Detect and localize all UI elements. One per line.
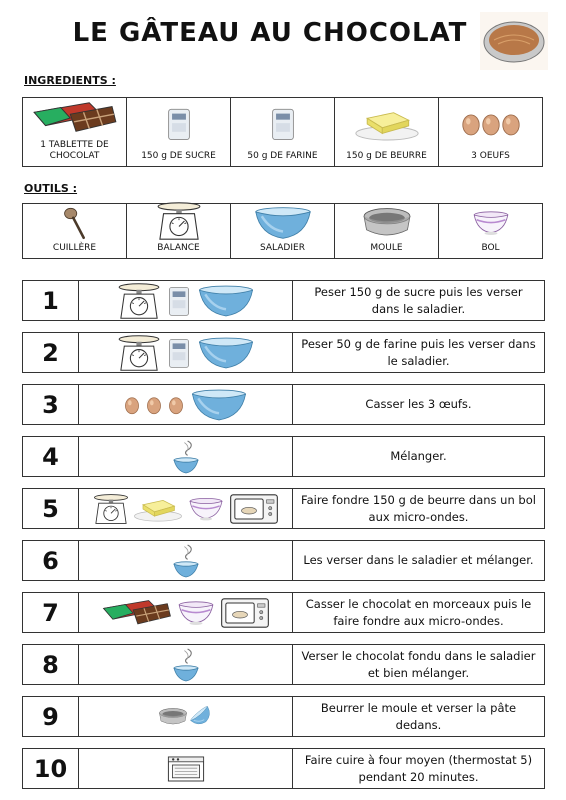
egg-icon <box>124 394 140 416</box>
step-number: 5 <box>23 489 79 528</box>
tool-spoon <box>23 204 127 258</box>
ingredient-label: 1 TABLETTE DE CHOCOLAT <box>40 140 109 161</box>
tool-label: BOL <box>481 243 500 253</box>
flour-bag-icon <box>270 106 296 142</box>
tool-label: MOULE <box>370 243 403 253</box>
page-title: LE GÂTEAU AU CHOCOLAT <box>72 18 468 48</box>
step-text: Mélanger. <box>390 449 447 463</box>
small-bowl-icon <box>471 210 511 236</box>
scale-icon <box>117 334 161 372</box>
egg-icon <box>168 394 184 416</box>
step-row <box>22 280 545 321</box>
chocolate-cake-icon <box>480 12 548 70</box>
step-number: 1 <box>23 281 79 320</box>
step-number: 3 <box>23 385 79 424</box>
mixing-bowl-icon <box>190 388 248 422</box>
whisk-bowl-icon <box>170 647 202 683</box>
tool-label: BALANCE <box>157 243 200 253</box>
step-row <box>22 436 545 477</box>
cake-pan-icon <box>361 206 413 240</box>
tool-scale <box>127 204 231 258</box>
step-text: Casser le chocolat en morceaux puis le faire fondre aux micro-ondes. <box>305 596 532 628</box>
microwave-icon <box>220 596 270 630</box>
spoon-icon <box>62 205 88 241</box>
step-number: 8 <box>23 645 79 684</box>
scale-icon <box>156 201 202 241</box>
ingredients-heading: INGREDIENTS : <box>24 74 116 87</box>
step-number: 7 <box>23 593 79 632</box>
tool-label: SALADIER <box>260 243 305 253</box>
step-row <box>22 488 545 529</box>
step-text: Peser 150 g de sucre puis les verser dans le saladier. <box>314 284 523 316</box>
egg-icon <box>481 111 501 137</box>
step-row <box>22 540 545 581</box>
mixing-bowl-icon <box>197 284 255 318</box>
scale-icon <box>93 493 129 525</box>
step-text: Faire cuire à four moyen (thermostat 5) pendant 20 minutes. <box>304 752 533 784</box>
microwave-icon <box>229 492 279 526</box>
tool-cake-pan <box>335 204 439 258</box>
step-text: Beurrer le moule et verser la pâte dedans. <box>320 700 517 732</box>
ingredient-chocolate <box>23 98 127 166</box>
tool-mixing-bowl <box>231 204 335 258</box>
sugar-bag-icon <box>167 284 191 318</box>
step-number: 2 <box>23 333 79 372</box>
tool-label: CUILLÈRE <box>52 243 97 253</box>
step-row <box>22 696 545 737</box>
oven-icon <box>166 754 206 784</box>
mixing-bowl-icon <box>253 206 313 240</box>
ingredient-label: 3 OEUFS <box>471 151 510 161</box>
tool-bowl <box>439 204 542 258</box>
ingredients-table <box>22 97 543 167</box>
sugar-bag-icon <box>166 106 192 142</box>
butter-icon <box>354 107 420 141</box>
mixing-bowl-icon <box>197 336 255 370</box>
step-number: 4 <box>23 437 79 476</box>
ingredient-label: 50 g DE FARINE <box>247 151 318 161</box>
egg-icon <box>501 111 521 137</box>
small-bowl-icon <box>176 600 216 626</box>
scale-icon <box>117 282 161 320</box>
step-text: Faire fondre 150 g de beurre dans un bol aux micro-ondes. <box>301 492 536 524</box>
step-number: 10 <box>23 749 79 788</box>
step-row <box>22 644 545 685</box>
butter-icon <box>133 495 183 523</box>
step-number: 6 <box>23 541 79 580</box>
egg-icon <box>461 111 481 137</box>
step-row <box>22 748 545 789</box>
step-number: 9 <box>23 697 79 736</box>
step-text: Peser 50 g de farine puis les verser dans le saladier. <box>301 336 536 368</box>
ingredient-label: 150 g DE BEURRE <box>346 151 427 161</box>
cake-pan-icon <box>158 707 188 727</box>
tools-heading: OUTILS : <box>24 182 78 195</box>
pouring-bowl-icon <box>185 700 219 734</box>
step-row <box>22 332 545 373</box>
step-row <box>22 384 545 425</box>
ingredient-sugar <box>127 98 231 166</box>
whisk-bowl-icon <box>170 439 202 475</box>
ingredient-flour <box>231 98 335 166</box>
step-row <box>22 592 545 633</box>
step-text: Casser les 3 œufs. <box>365 397 472 411</box>
ingredient-butter <box>335 98 439 166</box>
flour-bag-icon <box>167 336 191 370</box>
step-text: Verser le chocolat fondu dans le saladier et bien mélanger. <box>301 648 536 680</box>
egg-icon <box>146 394 162 416</box>
whisk-bowl-icon <box>170 543 202 579</box>
chocolate-bar-icon <box>32 99 118 137</box>
small-bowl-icon <box>187 496 225 522</box>
step-text: Les verser dans le saladier et mélanger. <box>303 553 534 567</box>
chocolate-bar-icon <box>102 597 172 629</box>
ingredient-label: 150 g DE SUCRE <box>141 151 216 161</box>
tools-table <box>22 203 543 259</box>
ingredient-eggs <box>439 98 542 166</box>
